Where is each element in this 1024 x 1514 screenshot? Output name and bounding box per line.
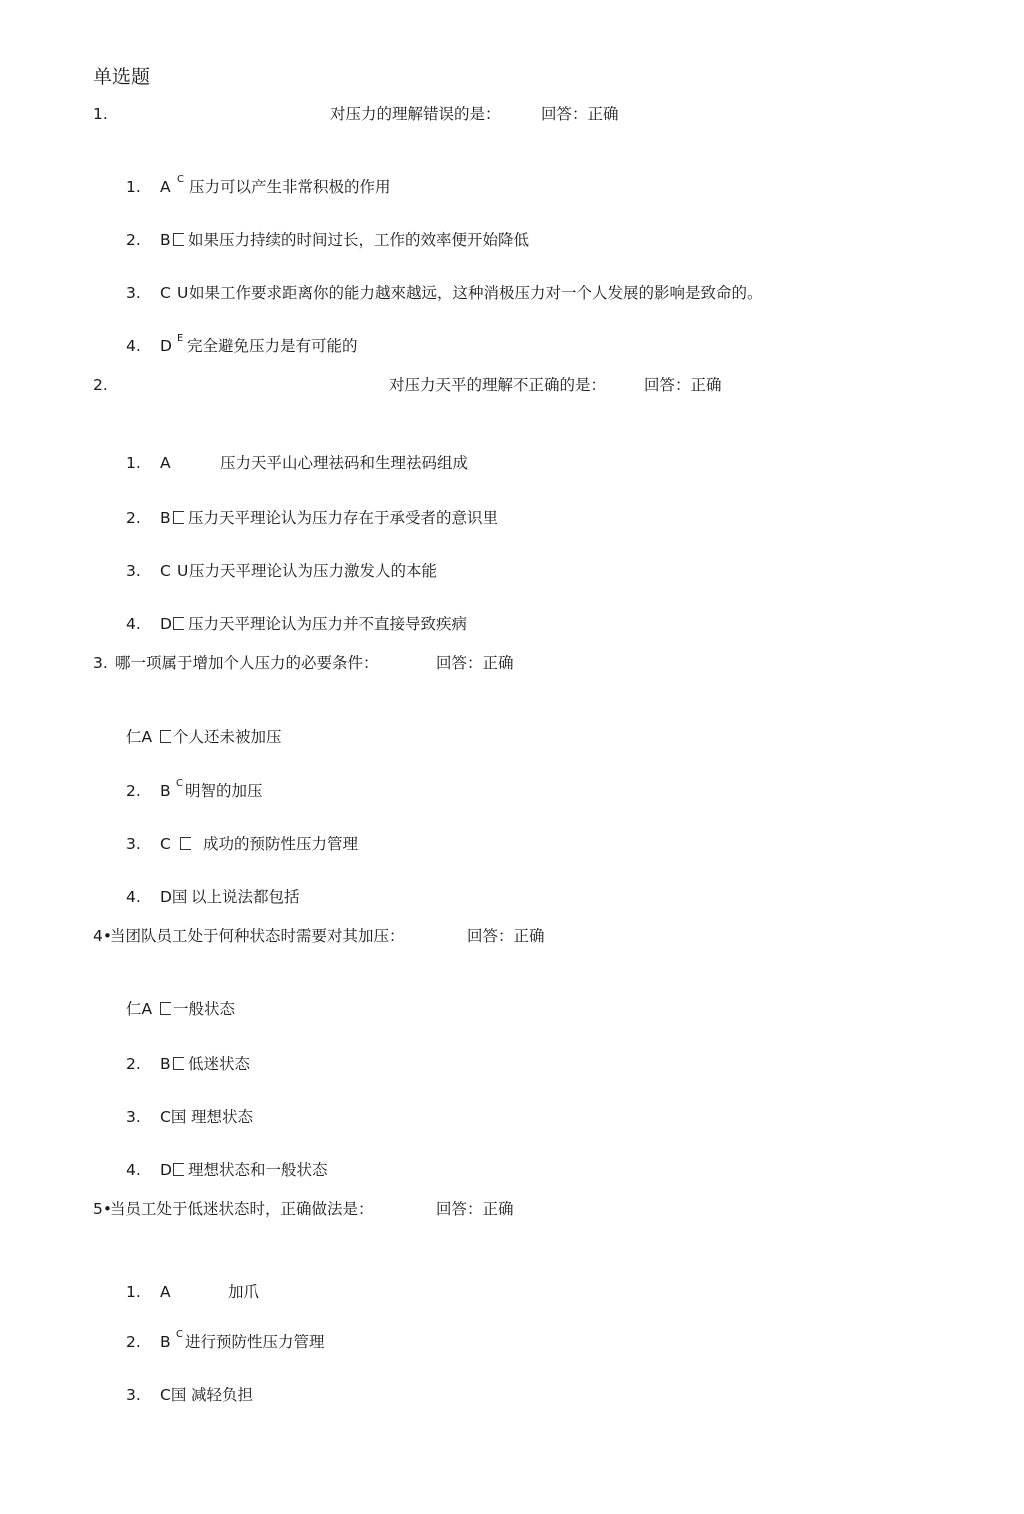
section-title: 单选题 <box>93 66 151 88</box>
option-text: 压力天平理论认为压力激发人的本能 <box>189 562 438 580</box>
question-number: 5• <box>93 1200 113 1218</box>
option-text: 加爪 <box>228 1283 260 1301</box>
checkbox-icon <box>160 1002 171 1015</box>
option-number: 2. <box>126 782 141 800</box>
checkbox-icon <box>173 617 184 630</box>
option-prefix: 仁A <box>126 728 153 746</box>
option-letter: B <box>160 1055 171 1073</box>
option-number: 4. <box>126 337 141 355</box>
question-text: 对压力的理解错误的是： <box>330 105 501 123</box>
option-text: 减轻负担 <box>191 1386 254 1404</box>
option-letter: A <box>160 454 171 472</box>
option-letter: C <box>160 284 171 302</box>
option-number: 2. <box>126 1333 141 1351</box>
option-text: 成功的预防性压力管理 <box>203 835 359 853</box>
option-number: 1. <box>126 454 141 472</box>
option-letter: B <box>160 231 171 249</box>
option-text: 低迷状态 <box>188 1055 251 1073</box>
radio-mark: U <box>177 562 189 580</box>
option-letter: B <box>160 1333 171 1351</box>
answer-status: 回答：正确 <box>541 105 619 123</box>
checkbox-icon <box>173 1057 184 1070</box>
option-letter: C国 <box>160 1386 187 1404</box>
radio-mark: E <box>177 333 184 344</box>
option-text: 完全避免压力是有可能的 <box>187 337 358 355</box>
question-number: 2. <box>93 376 108 394</box>
option-letter: B <box>160 509 171 527</box>
option-number: 3. <box>126 562 141 580</box>
option-text: 如果工作要求距离你的能力越來越远，这种消极压力对一个人发展的影响是致命的。 <box>189 284 763 302</box>
option-letter: D <box>160 1161 172 1179</box>
option-number: 2. <box>126 509 141 527</box>
option-letter: C <box>160 562 171 580</box>
checkbox-icon <box>180 837 191 850</box>
option-text: 压力可以产生非常积极的作用 <box>189 178 391 196</box>
option-text: 个人还未被加压 <box>173 728 282 746</box>
option-text: 压力天平山心理祛码和生理祛码组成 <box>220 454 469 472</box>
option-text: 压力天平理论认为压力存在于承受者的意识里 <box>188 509 499 527</box>
answer-status: 回答：正确 <box>436 1200 514 1218</box>
option-number: 3. <box>126 1386 141 1404</box>
option-letter: C国 <box>160 1108 187 1126</box>
option-letter: B <box>160 782 171 800</box>
radio-mark: C <box>176 778 183 789</box>
option-number: 4. <box>126 615 141 633</box>
option-number: 1. <box>126 1283 141 1301</box>
answer-status: 回答：正确 <box>436 654 514 672</box>
checkbox-icon <box>160 730 171 743</box>
option-number: 2. <box>126 1055 141 1073</box>
option-letter: D <box>160 337 172 355</box>
option-letter: A <box>160 178 171 196</box>
option-number: 4. <box>126 1161 141 1179</box>
question-text: 当团队员工处于何种状态时需要对其加压： <box>110 927 405 945</box>
option-number: 3. <box>126 284 141 302</box>
option-text: 一般状态 <box>173 1000 236 1018</box>
checkbox-icon <box>173 511 184 524</box>
option-number: 3. <box>126 1108 141 1126</box>
question-text: 哪一项属于增加个人压力的必要条件： <box>115 654 379 672</box>
option-letter: A <box>160 1283 171 1301</box>
answer-status: 回答：正确 <box>644 376 722 394</box>
question-number: 4• <box>93 927 113 945</box>
option-text: 以上说法都包括 <box>191 888 300 906</box>
radio-mark: U <box>177 284 189 302</box>
option-letter: D <box>160 615 172 633</box>
option-number: 1. <box>126 178 141 196</box>
option-number: 3. <box>126 835 141 853</box>
question-text: 对压力天平的理解不正确的是： <box>389 376 607 394</box>
option-prefix: 仁A <box>126 1000 153 1018</box>
option-text: 理想状态和一般状态 <box>188 1161 328 1179</box>
option-text: 明智的加压 <box>185 782 263 800</box>
option-letter: D国 <box>160 888 188 906</box>
question-number: 3. <box>93 654 108 672</box>
option-text: 压力天平理论认为压力并不直接导致疾病 <box>188 615 468 633</box>
checkbox-icon <box>173 233 184 246</box>
question-number: 1. <box>93 105 108 123</box>
option-text: 如果压力持续的时间过长，工作的效率便开始降低 <box>188 231 530 249</box>
option-text: 进行预防性压力管理 <box>185 1333 325 1351</box>
radio-mark: C <box>176 1329 183 1340</box>
option-text: 理想状态 <box>191 1108 254 1126</box>
option-number: 2. <box>126 231 141 249</box>
question-text: 当员工处于低迷状态时，正确做法是： <box>110 1200 374 1218</box>
checkbox-icon <box>173 1163 184 1176</box>
option-letter: C <box>160 835 171 853</box>
option-number: 4. <box>126 888 141 906</box>
radio-mark: C <box>177 174 184 185</box>
answer-status: 回答：正确 <box>467 927 545 945</box>
